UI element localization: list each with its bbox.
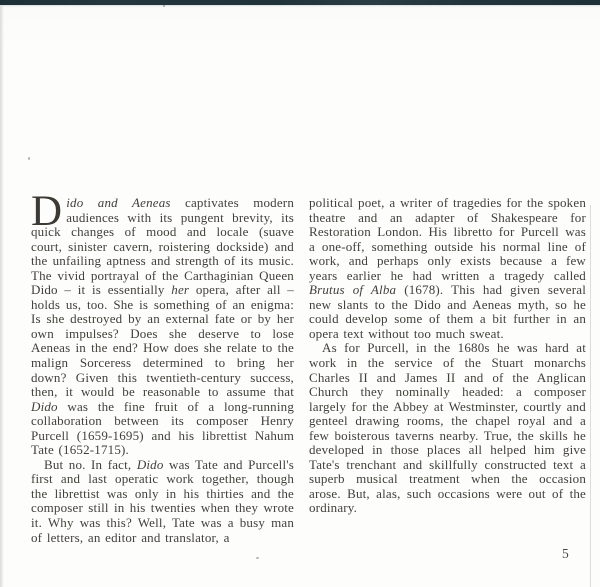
- text-segment: political poet, a writer of tragedies for the spoken theatre and an adapter of Shakespeare for Restoration London. His libretto for Purcell was a one-off, something outside his normal line of work, and perhaps only exists because a few years earlier he had written a tragedy called: [309, 196, 586, 283]
- scan-left-edge-shadow: [0, 6, 4, 587]
- text-column-right: [309, 196, 586, 552]
- text-segment: But no. In fact,: [44, 456, 137, 472]
- italic-text-segment: her: [171, 282, 190, 298]
- text-segment: (1678). This had given several new slants to the Dido and Aeneas myth, so he could develop some of them a bit further in an opera text without too much sweat.: [309, 282, 586, 341]
- italic-text-segment: Brutus of Alba: [309, 282, 397, 298]
- paragraph: [31, 458, 294, 545]
- drop-cap: D: [31, 196, 63, 235]
- paragraph: [31, 196, 294, 458]
- paragraph: [309, 196, 586, 341]
- scan-right-edge-line: [590, 205, 591, 587]
- italic-text-segment: ido and Aeneas: [66, 196, 171, 210]
- text-segment: was the fine fruit of a long-running collaboration between its composer Henry Purcell (1659-1695) and his librettist Nahum Tate (1652-1715).: [31, 398, 294, 458]
- text-segment: opera, after all – holds us, too. She is something of an enigma: Is she destroyed by an external fate or by her own impulses? Does she deserve to lose Aeneas in the end? How does she relate to the malign Sorceress determined to bring her down? Given this twentieth-century success, then, it would be reasonable to assume that: [31, 282, 294, 400]
- italic-text-segment: Dido: [136, 456, 164, 472]
- text-segment: was Tate and Purcell's first and last operatic work together, though the librettist was only in his thirties and the composer still in his twenties when they wrote it. Why was this? Well, Tate was a busy man of letters, an editor and translator, a: [31, 456, 294, 545]
- scan-speck: [28, 157, 30, 160]
- text-segment: As for Purcell, in the 1680s he was hard at work in the service of the Stuart monarchs Charles II and James II and of the Anglican Church they nominally headed: a composer largely for the Abbey at Westminster, courtly and genteel drawing rooms, the chapel royal and a few boisterous taverns nearby. True, the skills he developed in those places all helped him give Tate's trenchant and skillfully constructed text a superb musical treatment when the occasion arose. But, alas, such occasions were out of the ordinary.: [309, 340, 586, 516]
- scan-speck: [163, 5, 165, 7]
- text-segment: captivates modern audiences with its pungent brevity, its quick changes of mood and locale (suave court, sinister cavern, roistering dockside) and the unfailing aptness and strength of its music. The vivid portrayal of the Carthaginian Queen Dido – it is essentially: [31, 196, 294, 298]
- text-column-left: [31, 196, 294, 552]
- scan-speck: [256, 557, 259, 559]
- paragraph: [309, 341, 586, 516]
- italic-text-segment: Dido: [31, 398, 58, 414]
- scan-top-band-edge: [0, 5, 600, 7]
- page-number: 5: [562, 546, 569, 561]
